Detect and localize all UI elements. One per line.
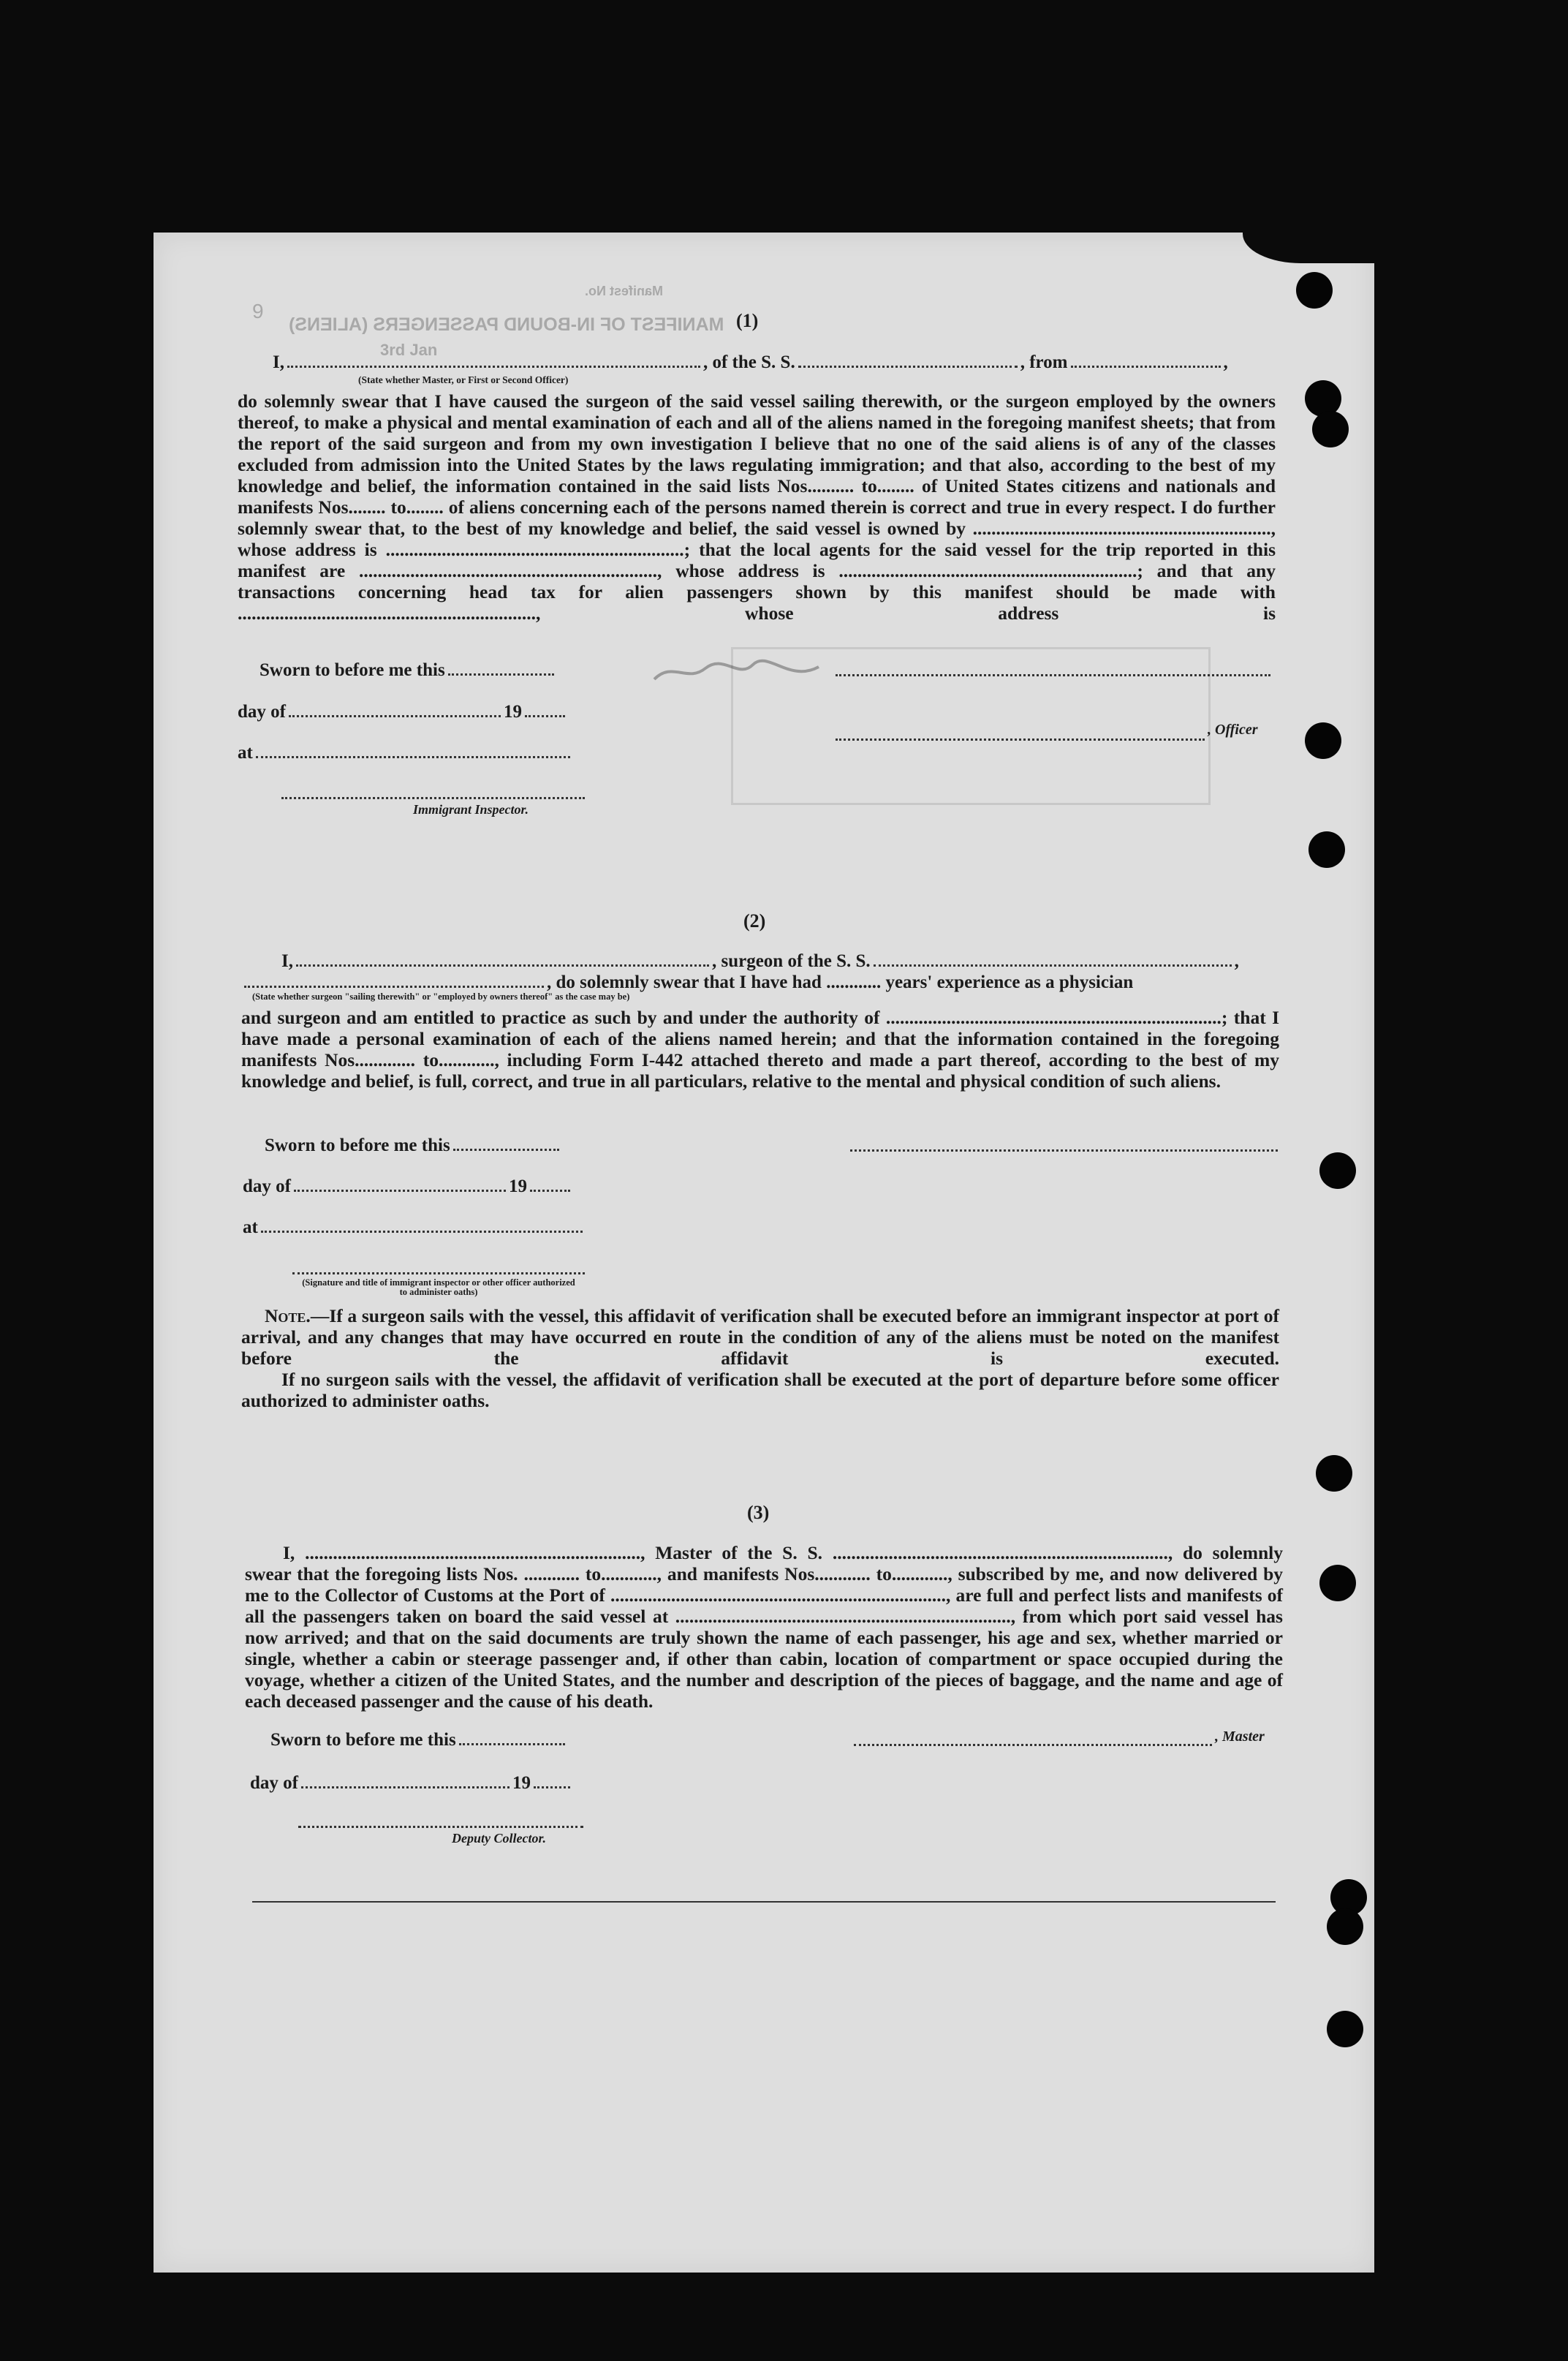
bleed-through-date: 3rd Jan bbox=[380, 341, 438, 359]
section-1-body: do solemnly swear that I have caused the surgeon of the said vessel sailing therewith, or the surgeon employed by the owners thereof, to make a physical and mental examination of each and all of the aliens named in the foregoing manifest sheets; that from the report of the said surgeon and from my own investigation I believe that no one of the said aliens is of any of the classes excluded from admission into the United States by the laws regulating immigration; and that also, according to the best of my knowledge and belief, the information contained in the said lists Nos.......... to........ of United States citizens and nationals and manifests Nos........ to........ of aliens concerning each of the persons named therein is correct and true in every respect. I do further solemnly swear that, to the best of my knowledge and belief, the said vessel is owned by ................................................................, whose address is ................................................................; that the local agents for the said vessel for the trip reported in this manifest are ................................................................, whose address is ................................................................; and that any transactions concerning head tax for alien passengers shown by this manifest should be made with ................................................................, whose address is bbox=[238, 390, 1276, 624]
section-2-sworn: Sworn to before me this bbox=[265, 1136, 562, 1156]
torn-corner bbox=[1243, 219, 1382, 263]
note-label: Note. bbox=[265, 1305, 311, 1326]
officer-rank-note: (State whether Master, or First or Second Officer) bbox=[358, 374, 569, 385]
master-name-field[interactable] bbox=[287, 366, 700, 368]
punch-hole bbox=[1308, 831, 1345, 868]
section-3-body: I, ........................................................................, Master of the S. S. ........................................................................, do solemnly swear that the foregoing lists Nos. ............ to............, and manifests Nos............ to............, subscribed by me, and now delivered by me to the Collector of Customs at the Port of ........................................................................, are full and perfect lists and manifests of all the passengers taken on board the said vessel at ........................................................................, from which port said vessel has now arrived; and that on the said documents are truly shown the name of each passenger, his age and sex, whether married or single, whether a cabin or steerage passenger and, if other than cabin, location of compartment or space occupied during the voyage, whether a citizen of the United States, and the number and description of the pieces of baggage, and the name and age of each deceased passenger and the cause of his death. bbox=[245, 1542, 1283, 1712]
surgeon-signature-line[interactable] bbox=[850, 1149, 1278, 1152]
year-field-2[interactable] bbox=[530, 1190, 570, 1192]
master-label: , Master bbox=[1215, 1729, 1265, 1745]
bleed-through-page-no: 9 bbox=[252, 300, 264, 322]
surgeon-name-field[interactable] bbox=[296, 964, 709, 967]
section-1-first-line: I, , of the S. S. , from , bbox=[273, 352, 1228, 372]
bottom-rule bbox=[252, 1901, 1276, 1903]
punch-hole bbox=[1316, 1455, 1352, 1492]
punch-hole bbox=[1319, 1565, 1356, 1601]
sworn-date-field-3[interactable] bbox=[459, 1743, 565, 1745]
oath-officer-note: (Signature and title of immigrant inspector or other officer authorized to administer oaths) bbox=[302, 1277, 575, 1297]
punch-hole bbox=[1305, 722, 1341, 759]
day-field[interactable] bbox=[289, 715, 501, 717]
section-1-sworn: Sworn to before me this bbox=[260, 660, 557, 681]
section-3-number: (3) bbox=[747, 1502, 770, 1523]
ship-name-field[interactable] bbox=[798, 366, 1018, 368]
section-2-at: at bbox=[243, 1217, 586, 1238]
surgeon-ship-field[interactable] bbox=[874, 964, 1232, 967]
day-field-2[interactable] bbox=[294, 1190, 506, 1192]
surgeon-status-field[interactable] bbox=[244, 986, 544, 988]
section-2-note-2: If no surgeon sails with the vessel, the affidavit of verification shall be executed at the port of departure before some officer authorized to administer oaths. bbox=[241, 1369, 1279, 1411]
sworn-date-field[interactable] bbox=[448, 673, 554, 676]
inspector-signature-line[interactable] bbox=[281, 797, 585, 799]
immigrant-inspector-label: Immigrant Inspector. bbox=[413, 802, 529, 817]
place-field[interactable] bbox=[256, 756, 570, 758]
oath-officer-signature-line[interactable] bbox=[292, 1272, 585, 1274]
bleed-through-manifest-no: Manifest No. bbox=[585, 284, 664, 298]
section-2-body: and surgeon and am entitled to practice as such by and under the authority of ........................................................................; that I have made a personal examination of each of the aliens named herein; and that the information contained in the foregoing manifests Nos............. to............, including Form I-442 attached thereto and made a part thereof, according to the best of my knowledge and belief, is full, correct, and true in all particulars, relative to the mental and physical condition of such aliens. bbox=[241, 1007, 1279, 1092]
punch-hole bbox=[1319, 1152, 1356, 1189]
day-field-3[interactable] bbox=[301, 1786, 510, 1788]
punch-hole bbox=[1296, 272, 1333, 309]
section-2-note: Note.—If a surgeon sails with the vessel, this affidavit of verification shall be executed before an immigrant inspector at port of arrival, and any changes that may have occurred en route in the condition of any of the aliens must be noted on the manifest before the affidavit is executed. bbox=[241, 1305, 1279, 1369]
section-2-first-line: I, , surgeon of the S. S. , bbox=[281, 951, 1239, 971]
sworn-date-field-2[interactable] bbox=[453, 1149, 559, 1151]
officer-signature-line-2[interactable] bbox=[836, 738, 1205, 741]
handwritten-scrawl bbox=[651, 654, 826, 690]
collector-signature-line[interactable] bbox=[298, 1826, 583, 1828]
section-1-at: at bbox=[238, 743, 573, 763]
section-3-sworn: Sworn to before me this bbox=[270, 1730, 568, 1750]
deputy-collector-label: Deputy Collector. bbox=[452, 1831, 546, 1846]
year-field-3[interactable] bbox=[534, 1786, 570, 1788]
section-3-day-of: day of 19 bbox=[250, 1773, 573, 1794]
punch-hole bbox=[1312, 411, 1349, 447]
punch-hole bbox=[1327, 1908, 1363, 1945]
punch-hole bbox=[1327, 2011, 1363, 2047]
officer-signature-line-1[interactable] bbox=[836, 674, 1270, 676]
section-2-number: (2) bbox=[743, 910, 766, 932]
surgeon-status-note: (State whether surgeon "sailing therewith" or "employed by owners thereof" as the case may be) bbox=[252, 991, 630, 1002]
bleed-through-title: MANIFEST OF IN-BOUND PASSENGERS (ALIENS) bbox=[289, 314, 724, 335]
from-port-field[interactable] bbox=[1071, 366, 1221, 368]
section-2-second-line: , do solemnly swear that I have had ............ years' experience as a physician bbox=[241, 972, 1133, 993]
place-field-2[interactable] bbox=[261, 1231, 583, 1233]
section-1-day-of: day of 19 bbox=[238, 702, 568, 722]
section-2-day-of: day of 19 bbox=[243, 1176, 573, 1197]
year-field[interactable] bbox=[525, 715, 565, 717]
master-signature-line[interactable] bbox=[854, 1744, 1212, 1746]
section-1-number: (1) bbox=[736, 310, 759, 331]
officer-label: , Officer bbox=[1208, 722, 1258, 738]
